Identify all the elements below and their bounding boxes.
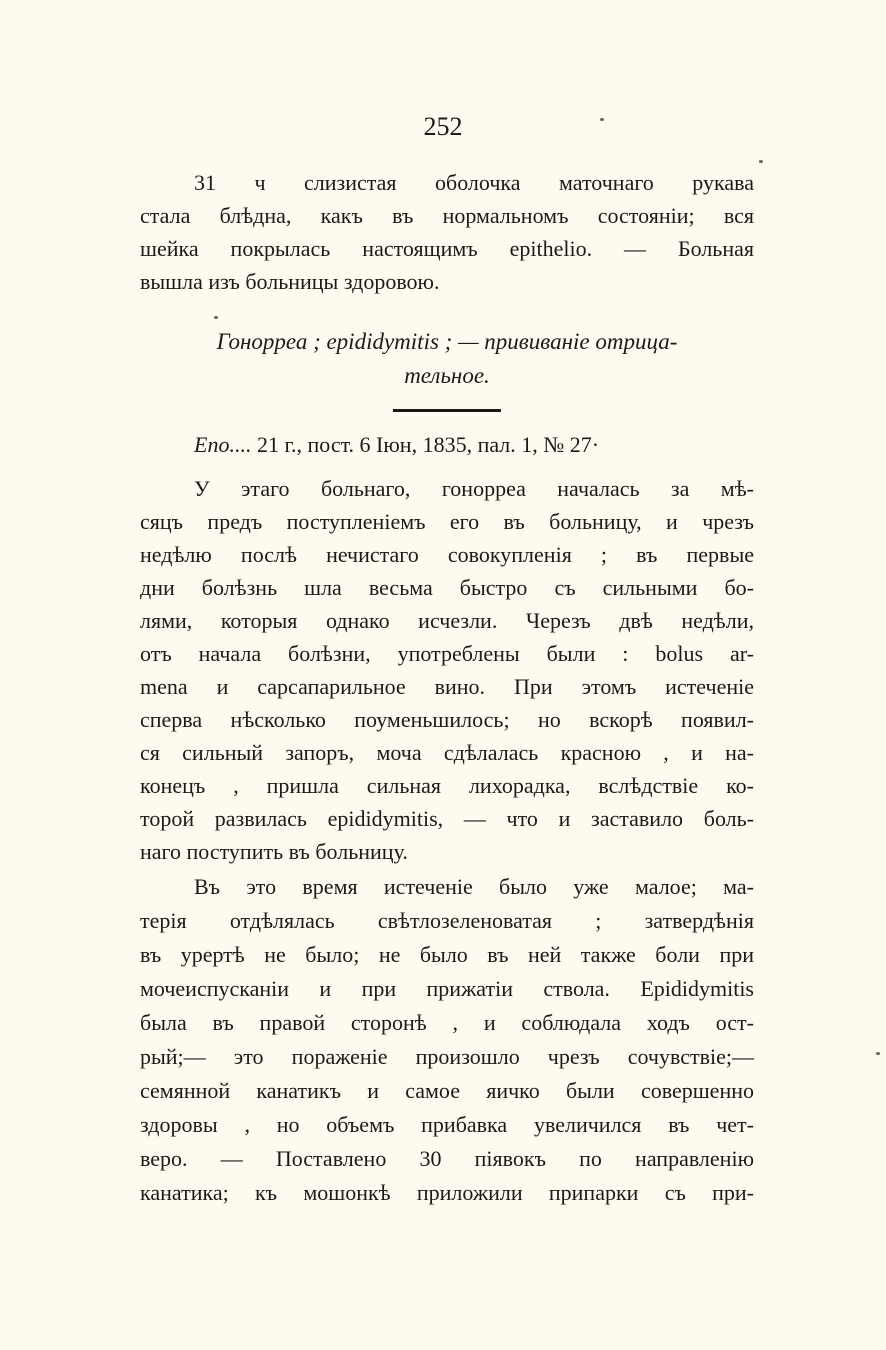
paragraph-2-line: сяцъ предъ поступленіемъ его въ больницу, и чрезъ (140, 509, 754, 534)
section-divider (393, 409, 501, 412)
paragraph-1-line: 31 ч слизистая оболочка маточнаго рукава (194, 170, 754, 195)
case-heading-line: тельное. (404, 363, 490, 388)
paragraph-2-line: У этаго больнаго, гонорреа началась за мѣ- (194, 476, 754, 501)
paragraph-3-line: терія отдѣлялась свѣтлозеленоватая ; затвердѣнія (140, 908, 754, 933)
paragraph-2-line: mena и сарсапарильное вино. При этомъ истеченіе (140, 674, 754, 699)
paragraph-3-line: Въ это время истеченіе было уже малое; ма- (194, 874, 754, 899)
paragraph-3-line: въ урертѣ не было; не было въ ней также боли при (140, 942, 754, 967)
paragraph-3-line: веро. — Поставлено 30 піявокъ по направленію (140, 1146, 754, 1171)
paragraph-2-line: конецъ , пришла сильная лихорадка, вслѣдствіе ко- (140, 773, 754, 798)
case-details: 21 г., пост. 6 Іюн, 1835, пал. 1, № 27· (256, 432, 600, 457)
print-speck (214, 316, 218, 319)
paragraph-1-line: стала блѣдна, какъ въ нормальномъ состояніи; вся (140, 203, 754, 228)
paragraph-3-line: канатика; къ мошонкѣ приложили припарки съ при- (140, 1180, 754, 1205)
print-speck (876, 1052, 880, 1055)
print-speck (759, 160, 763, 163)
page-number: 252 (423, 112, 463, 141)
case-heading-line: Гонорреа ; epididymitis ; — прививаніе отрица- (216, 329, 678, 354)
paragraph-2-line: дни болѣзнь шла весьма быстро съ сильными бо- (140, 575, 754, 600)
paragraph-3-line: здоровы , но объемъ прибавка увеличился въ чет- (140, 1112, 754, 1137)
paragraph-1-line: шейка покрылась настоящимъ epithelio. — Больная (140, 236, 754, 261)
paragraph-1-line: вышла изъ больницы здоровою. (140, 269, 440, 294)
paragraph-2-line: недѣлю послѣ нечистаго совокупленія ; въ первые (140, 542, 754, 567)
paragraph-3-line: была въ правой сторонѣ , и соблюдала ходъ ост- (140, 1010, 754, 1035)
paragraph-3-line: рый;— это пораженіе произошло чрезъ сочувствіе;— (140, 1044, 754, 1069)
paragraph-2-line: лями, которыя однако исчезли. Черезъ двѣ недѣли, (140, 608, 754, 633)
paragraph-2-line: отъ начала болѣзни, употреблены были : bolus ar- (140, 641, 754, 666)
paragraph-3-line: мочеиспусканіи и при прижатіи ствола. Epididymitis (140, 976, 754, 1001)
case-record-line (194, 429, 754, 461)
paragraph-2-line: наго поступить въ больницу. (140, 839, 408, 864)
paragraph-3-line: семянной канатикъ и самое яичко были совершенно (140, 1078, 754, 1103)
paragraph-2-line: ся сильный запоръ, моча сдѣлалась красною , и на- (140, 740, 754, 765)
paragraph-2-line: сперва нѣсколько поуменьшилось; но вскорѣ появил- (140, 707, 754, 732)
patient-name: Епо.... (194, 432, 252, 457)
paragraph-2-line: торой развилась epididymitis, — что и заставило боль- (140, 806, 754, 831)
print-speck (600, 118, 604, 121)
